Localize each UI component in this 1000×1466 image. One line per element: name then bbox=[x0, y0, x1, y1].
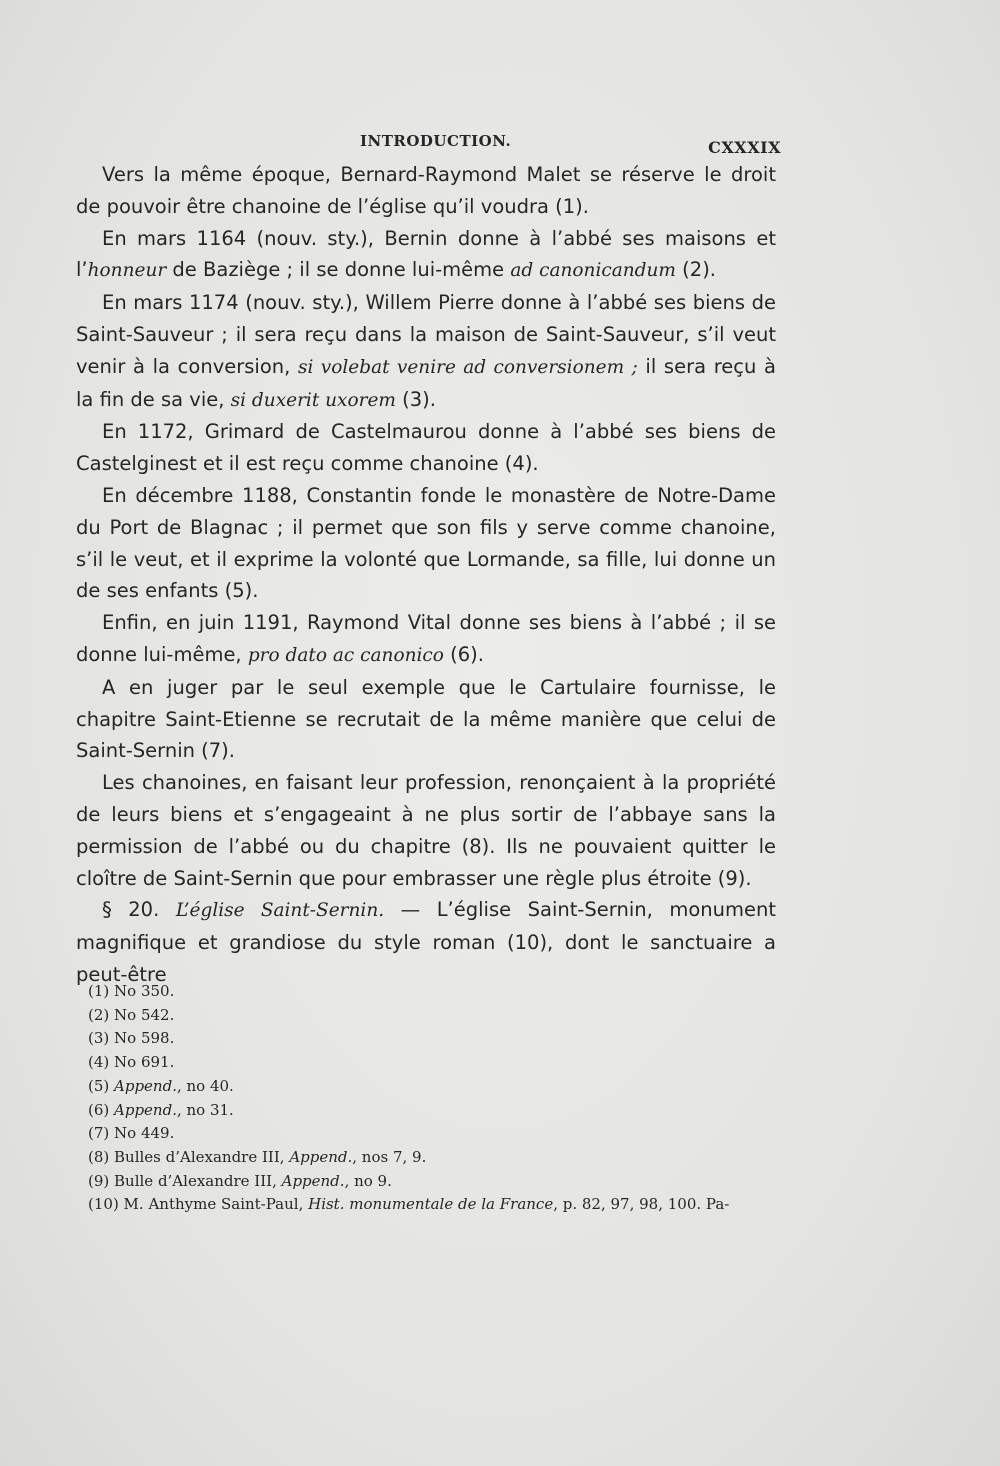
italic-text: Append. bbox=[114, 1076, 177, 1095]
text-run: , no 31. bbox=[176, 1100, 234, 1119]
footnotes bbox=[88, 980, 778, 1217]
text-run: (5) bbox=[88, 1076, 115, 1095]
paragraph bbox=[76, 287, 776, 416]
text-run: § 20. bbox=[102, 898, 176, 922]
italic-text: si duxerit uxorem bbox=[230, 389, 396, 411]
italic-text: L’église Saint-Sernin. bbox=[175, 900, 385, 922]
text-run: Enfin, en juin 1191, Raymond Vital donne ses biens à l’abbé ; il se donne lui-même, bbox=[76, 611, 776, 666]
text-run: , p. 82, 97, 98, 100. Pa- bbox=[553, 1195, 730, 1214]
text-run: (6). bbox=[443, 642, 484, 666]
text-run: (10) M. Anthyme Saint-Paul, bbox=[88, 1195, 309, 1214]
footnote bbox=[88, 1122, 778, 1146]
footnote bbox=[88, 1075, 778, 1099]
italic-text: pro dato ac canonico bbox=[247, 644, 444, 666]
text-run: , no 40. bbox=[176, 1076, 234, 1095]
paragraph bbox=[76, 672, 776, 767]
footnote bbox=[88, 1193, 778, 1217]
text-run: (6) bbox=[88, 1100, 115, 1119]
paragraph bbox=[76, 223, 776, 288]
text-run: (2) No 542. bbox=[88, 1005, 175, 1024]
italic-text: Append. bbox=[289, 1147, 353, 1166]
footnote bbox=[88, 1027, 778, 1051]
footnote bbox=[88, 1099, 778, 1123]
text-run: , nos 7, 9. bbox=[352, 1147, 427, 1166]
footnote bbox=[88, 1004, 778, 1028]
text-run: — L’église Saint-Sernin, monument magnifique et grandiose du style roman (10), dont le sanctuaire a peut-être bbox=[76, 898, 776, 986]
text-run: En mars 1164 (nouv. sty.), Bernin donne à l’abbé ses maisons et l’ bbox=[76, 226, 776, 282]
text-run: de Baziège ; il se donne lui-même bbox=[166, 258, 511, 282]
text-run: En 1172, Grimard de Castelmaurou donne à l’abbé ses biens de Castelginest et il est reçu comme chanoine (4). bbox=[76, 420, 776, 476]
text-run: (2). bbox=[675, 258, 717, 282]
text-run: (9) Bulle d’Alexandre III, bbox=[88, 1171, 282, 1190]
italic-text: ad canonicandum bbox=[510, 260, 676, 282]
footnote bbox=[88, 1170, 778, 1194]
italic-text: Append. bbox=[114, 1100, 177, 1119]
italic-text: Hist. monumentale de la France bbox=[308, 1195, 554, 1214]
text-run: (4) No 691. bbox=[88, 1053, 175, 1072]
text-run: A en juger par le seul exemple que le Cartulaire fournisse, le chapitre Saint-Etienne se recrutait de la même manière que celui de Saint-Sernin (7). bbox=[76, 675, 776, 763]
paragraph bbox=[76, 416, 776, 480]
footnote bbox=[88, 1146, 778, 1170]
paragraph bbox=[76, 767, 776, 894]
text-run: En décembre 1188, Constantin fonde le monastère de Notre-Dame du Port de Blagnac ; il permet que son fils y serve comme chanoine, s’il le veut, et il exprime la volonté que Lormande, sa fille, lui donne un de ses enfants (5). bbox=[76, 483, 776, 603]
page-header bbox=[76, 132, 781, 162]
paragraph bbox=[76, 159, 776, 223]
paragraph bbox=[76, 894, 776, 990]
text-run: (3) No 598. bbox=[88, 1029, 175, 1048]
main-text bbox=[76, 159, 776, 991]
text-run: (3). bbox=[395, 387, 436, 411]
text-run: il sera reçu à la fin de sa vie, bbox=[76, 354, 776, 411]
italic-text: Append. bbox=[281, 1171, 345, 1190]
italic-text: honneur bbox=[87, 260, 167, 282]
running-title: INTRODUCTION. bbox=[360, 132, 512, 150]
italic-text: si volebat venire ad conversionem ; bbox=[298, 356, 638, 378]
paragraph bbox=[76, 607, 776, 672]
text-run: Les chanoines, en faisant leur profession, renonçaient à la propriété de leurs biens et s’engageaint à ne plus sortir de l’abbaye sans la permission de l’abbé ou du chapitre (8). Ils ne pouvaient quitter le cloître de Saint-Sernin que pour embrasser une règle plus étroite (9). bbox=[76, 771, 776, 890]
text-run: (8) Bulles d’Alexandre III, bbox=[88, 1147, 290, 1166]
page-number: CXXXIX bbox=[708, 138, 781, 157]
text-run: (1) No 350. bbox=[88, 982, 175, 1000]
text-run: En mars 1174 (nouv. sty.), Willem Pierre donne à l’abbé ses biens de Saint-Sauveur ; il sera reçu dans la maison de Saint-Sauveur, s’il veut venir à la conversion, bbox=[76, 291, 776, 378]
paragraph bbox=[76, 480, 776, 607]
text-run: (7) No 449. bbox=[88, 1124, 175, 1143]
text-run: Vers la même époque, Bernard-Raymond Malet se réserve le droit de pouvoir être chanoine de l’église qu’il voudra (1). bbox=[76, 163, 776, 218]
text-run: , no 9. bbox=[344, 1171, 392, 1190]
footnote bbox=[88, 1051, 778, 1075]
footnote bbox=[88, 980, 778, 1004]
